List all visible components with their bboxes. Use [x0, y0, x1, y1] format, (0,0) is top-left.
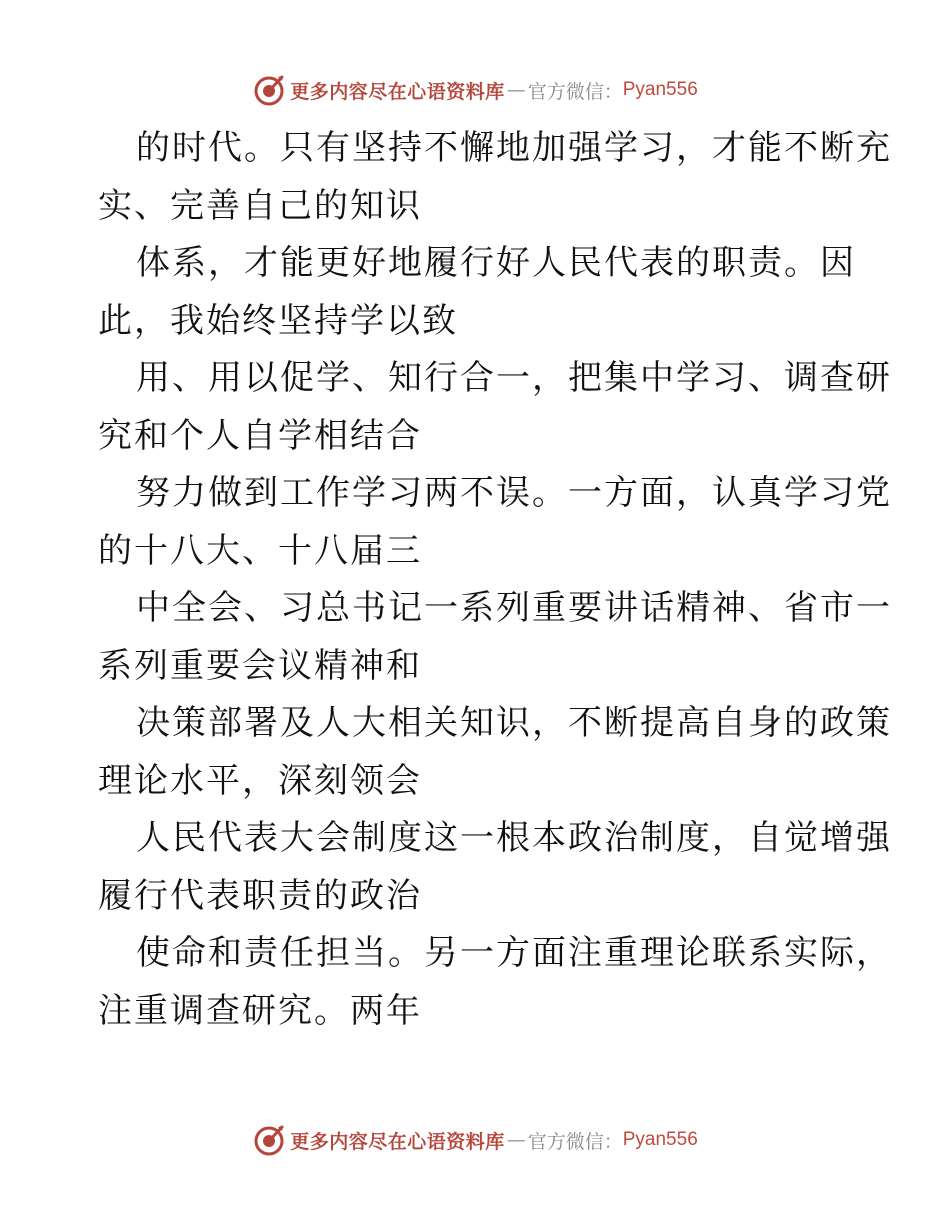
paragraph	[98, 465, 892, 580]
text-line: 人民代表大会制度这一根本政治制度，自觉增强	[136, 818, 892, 858]
paragraph	[98, 695, 892, 810]
banner-wechat-id: Pyan556	[622, 79, 698, 100]
text-line: 究和个人自学相结合	[98, 415, 422, 456]
paragraph	[98, 235, 858, 350]
text-line: 实、完善自己的知识	[98, 185, 422, 226]
text-line: 此，我始终坚持学以致	[98, 300, 458, 341]
text-line: 用、用以促学、知行合一，把集中学习、调查研	[136, 358, 892, 398]
text-line: 注重调查研究。两年	[98, 990, 422, 1031]
banner-separator: —	[506, 79, 526, 101]
text-line: 中全会、习总书记一系列重要讲话精神、省市一	[136, 588, 892, 628]
text-line: 的时代。只有坚持不懈地加强学习，才能不断充	[136, 128, 892, 168]
text-line: 的十八大、十八届三	[98, 530, 422, 571]
banner-separator: —	[506, 1129, 526, 1151]
text-line: 努力做到工作学习两不误。一方面，认真学习党	[136, 473, 892, 513]
banner-title: 更多内容尽在心语资料库	[290, 80, 505, 103]
paragraph	[98, 580, 892, 695]
paragraph	[98, 350, 892, 465]
banner-title: 更多内容尽在心语资料库	[290, 1130, 505, 1153]
banner-wechat-label: 官方微信：	[527, 80, 623, 103]
banner-wechat-id: Pyan556	[622, 1129, 698, 1150]
paragraph	[98, 120, 892, 235]
footer-watermark-banner	[0, 1120, 950, 1160]
text-line: 系列重要会议精神和	[98, 645, 422, 686]
text-line: 履行代表职责的政治	[98, 875, 422, 916]
text-line: 使命和责任担当。另一方面注重理论联系实际，	[136, 933, 892, 973]
header-watermark-banner	[0, 70, 950, 110]
paragraph	[98, 925, 892, 1040]
text-line: 体系，才能更好地履行好人民代表的职责。因	[136, 243, 856, 283]
text-line: 理论水平，深刻领会	[98, 760, 422, 801]
text-line: 决策部署及人大相关知识，不断提高自身的政策	[136, 703, 892, 743]
pen-logo-icon	[252, 1123, 286, 1157]
banner-wechat-label: 官方微信：	[527, 1130, 623, 1153]
document-body	[98, 120, 892, 1040]
paragraph	[98, 810, 892, 925]
pen-logo-icon	[252, 73, 286, 107]
